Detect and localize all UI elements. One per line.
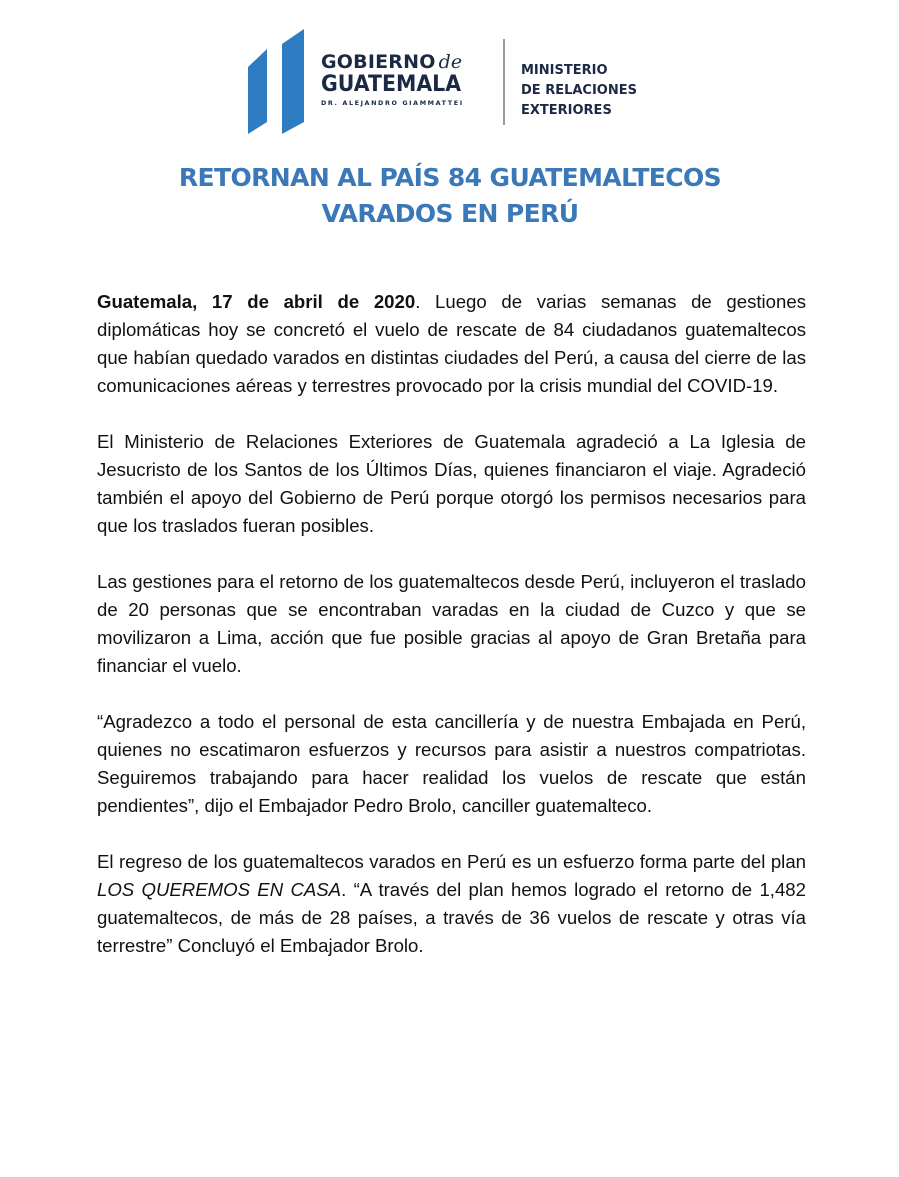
paragraph-5-text-after: . “A través del plan hemos logrado el retorno de 1,482 guatemaltecos, de más de 28 países, a través de 36 vuelos de rescate y otras vía terrestre” Concluyó el Embajador Brolo.: [97, 879, 806, 956]
plan-name: LOS QUEREMOS EN CASA: [97, 879, 342, 900]
paragraph-2: El Ministerio de Relaciones Exteriores de Guatemala agradeció a La Iglesia de Jesucristo de los Santos de los Últimos Días, quienes financiaron el viaje. Agradeció también el apoyo del Gobierno de Perú porque otorgó los permisos necesarios para que los traslados fueran posibles.: [97, 431, 806, 536]
logo-bar-right: [282, 29, 304, 134]
gobierno-logo-text: [321, 52, 472, 108]
ministry-name: [521, 61, 637, 121]
title-line-1: RETORNAN AL PAÍS 84 GUATEMALTECOS: [178, 163, 722, 192]
press-release-body: [97, 288, 806, 988]
ministry-line-2: DE RELACIONES: [521, 83, 637, 98]
ministry-line-1: MINISTERIO: [521, 63, 608, 78]
ministry-line-3: EXTERIORES: [521, 103, 612, 118]
logo-bar-left: [248, 49, 267, 134]
logo-line-president: DR. ALEJANDRO GIAMMATTEI: [321, 99, 464, 107]
paragraph-1-text: . Luego de varias semanas de gestiones diplomáticas hoy se concretó el vuelo de rescate de 84 ciudadanos guatemaltecos que habían quedado varados en distintas ciudades del Perú, a causa del cierre de las comunicaciones aéreas y terrestres provocado por la crisis mundial del COVID-19.: [97, 291, 807, 396]
gobierno-logo-bars-icon: [246, 27, 308, 137]
logo-line-guatemala: GUATEMALA: [321, 72, 462, 97]
title-line-2: VARADOS EN PERÚ: [321, 199, 579, 228]
header-divider: [503, 39, 505, 125]
logo-line-gobierno: [321, 52, 472, 73]
paragraph-5-text-before: El regreso de los guatemaltecos varados en Perú es un esfuerzo forma parte del plan: [97, 851, 806, 872]
dateline: Guatemala, 17 de abril de 2020: [97, 291, 416, 312]
paragraph-5: [97, 848, 806, 960]
paragraph-4: “Agradezco a todo el personal de esta cancillería y de nuestra Embajada en Perú, quienes no escatimaron esfuerzos y recursos para asistir a nuestros compatriotas. Seguiremos trabajando para hacer realidad los vuelos de rescate que están pendientes”, dijo el Embajador Pedro Brolo, canciller guatemalteco.: [97, 711, 806, 816]
logo-gobierno-word: GOBIERNO: [321, 51, 436, 73]
paragraph-3: Las gestiones para el retorno de los guatemaltecos desde Perú, incluyeron el traslado de 20 personas que se encontraban varadas en la ciudad de Cuzco y que se movilizaron a Lima, acción que fue posible gracias al apoyo de Gran Bretaña para financiar el vuelo.: [97, 571, 806, 676]
logo-de-script: de: [438, 51, 463, 73]
paragraph-1: [97, 288, 806, 400]
page-title: [100, 160, 800, 232]
